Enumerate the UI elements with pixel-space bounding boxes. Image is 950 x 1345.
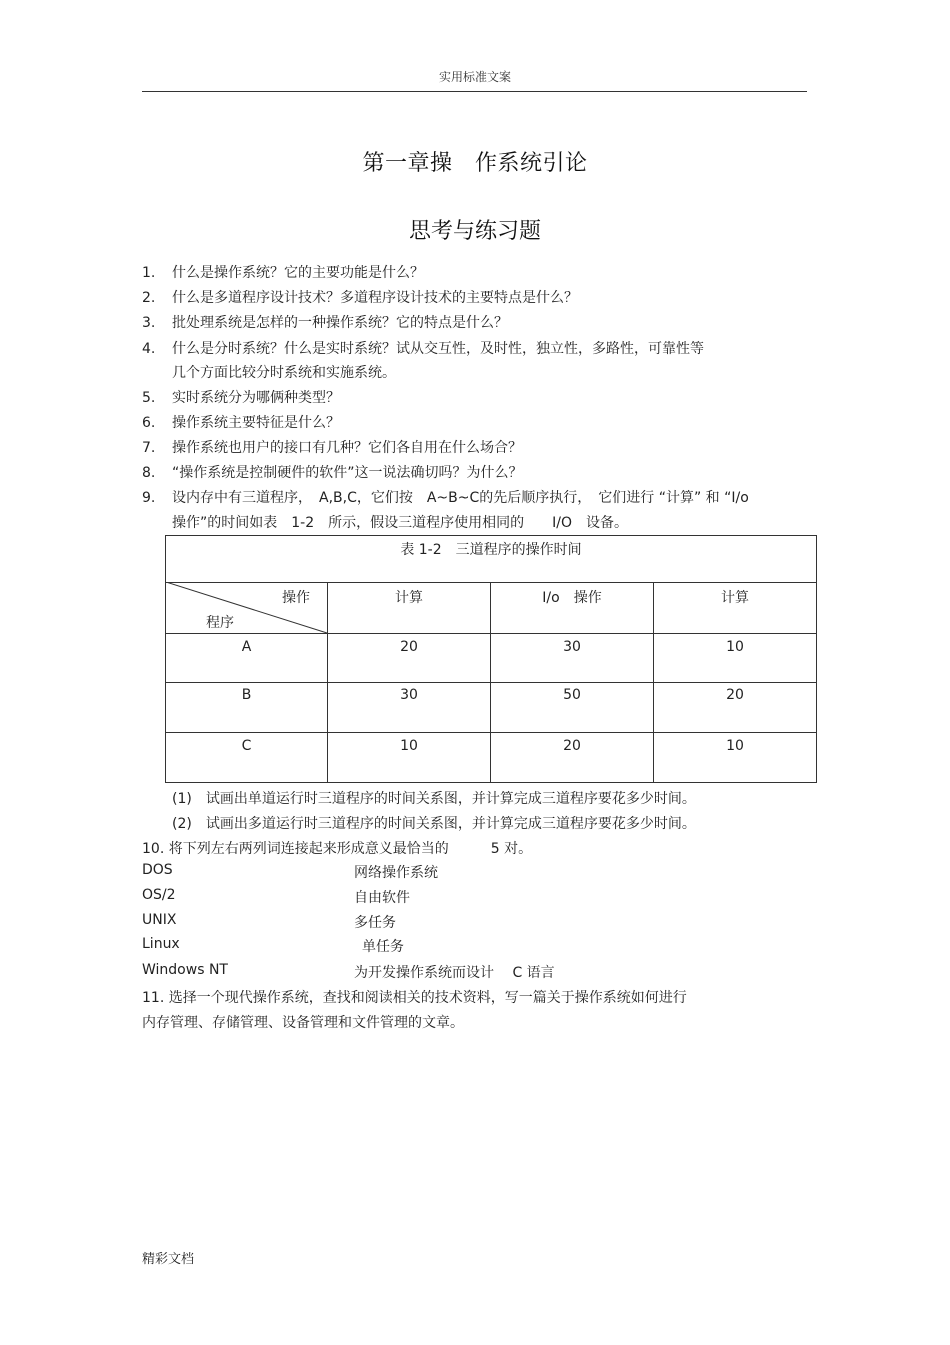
table-cell: 10 — [400, 738, 418, 754]
pair-left: OS/2 — [142, 887, 176, 903]
table-cell: 30 — [563, 639, 581, 655]
question-1: 1. 什么是操作系统？它的主要功能是什么？ — [142, 265, 424, 281]
pair-right: 自由软件 — [354, 890, 410, 906]
table-cell: 20 — [563, 738, 581, 754]
pair-left: UNIX — [142, 912, 177, 928]
header-rule — [142, 91, 807, 92]
subquestion-2: (2) 试画出多道运行时三道程序的时间关系图，并计算完成三道程序要花多少时间。 — [172, 816, 696, 832]
subquestion-1: (1) 试画出单道运行时三道程序的时间关系图，并计算完成三道程序要花多少时间。 — [172, 791, 696, 807]
page-header: 实用标准文案 — [438, 70, 511, 84]
table-cell: 50 — [563, 687, 581, 703]
question-2: 2. 什么是多道程序设计技术？多道程序设计技术的主要特点是什么？ — [142, 290, 578, 306]
column-header: 计算 — [721, 590, 749, 606]
pair-right: 单任务 — [362, 939, 404, 955]
pair-right: 为开发操作系统而设计 C 语言 — [354, 965, 555, 981]
question-4-continued: 几个方面比较分时系统和实施系统。 — [172, 365, 396, 381]
question-11: 11. 选择一个现代操作系统，查找和阅读相关的技术资料，写一篇关于操作系统如何进行 — [142, 990, 687, 1006]
question-4: 4. 什么是分时系统？什么是实时系统？试从交互性，及时性，独立性，多路性，可靠性等 — [142, 341, 704, 357]
page-footer: 精彩文档 — [142, 1252, 195, 1267]
table-cell: 10 — [726, 738, 744, 754]
table-rule — [166, 732, 816, 733]
question-10: 10. 将下列左右两列词连接起来形成意义最恰当的 5 对。 — [142, 841, 533, 857]
table-cell: 20 — [400, 639, 418, 655]
question-5: 5. 实时系统分为哪俩种类型？ — [142, 390, 340, 406]
operation-time-table — [165, 535, 817, 783]
question-9: 9. 设内存中有三道程序， A,B,C，它们按 A~B~C的先后顺序执行， 它们进行 “计算” 和 “I/o — [142, 490, 749, 506]
pair-left: DOS — [142, 862, 173, 878]
question-6: 6. 操作系统主要特征是什么？ — [142, 415, 340, 431]
column-header: 计算 — [395, 590, 423, 606]
pair-right: 多任务 — [354, 915, 396, 931]
corner-header-operation: 操作 — [282, 590, 310, 606]
corner-header-program: 程序 — [206, 615, 234, 631]
row-label: C — [241, 738, 252, 754]
table-cell: 30 — [400, 687, 418, 703]
chapter-title: 第一章操 作系统引论 — [362, 151, 588, 176]
section-subtitle: 思考与练习题 — [408, 219, 541, 244]
table-caption: 表 1-2 三道程序的操作时间 — [400, 542, 582, 558]
pair-right: 网络操作系统 — [354, 865, 438, 881]
row-label: B — [241, 687, 252, 703]
table-rule — [166, 682, 816, 683]
question-7: 7. 操作系统也用户的接口有几种？它们各自用在什么场合？ — [142, 440, 522, 456]
question-3: 3. 批处理系统是怎样的一种操作系统？它的特点是什么？ — [142, 315, 508, 331]
question-11-continued: 内存管理、存储管理、设备管理和文件管理的文章。 — [142, 1015, 464, 1031]
row-label: A — [241, 639, 252, 655]
pair-left: Linux — [142, 936, 180, 952]
pair-left: Windows NT — [142, 962, 228, 978]
table-cell: 20 — [726, 687, 744, 703]
column-header: I/o 操作 — [542, 590, 602, 606]
question-8: 8. “操作系统是控制硬件的软件”这一说法确切吗？为什么？ — [142, 465, 523, 481]
table-cell: 10 — [726, 639, 744, 655]
question-9-continued: 操作”的时间如表 1-2 所示，假设三道程序使用相同的 I/O 设备。 — [172, 515, 628, 531]
